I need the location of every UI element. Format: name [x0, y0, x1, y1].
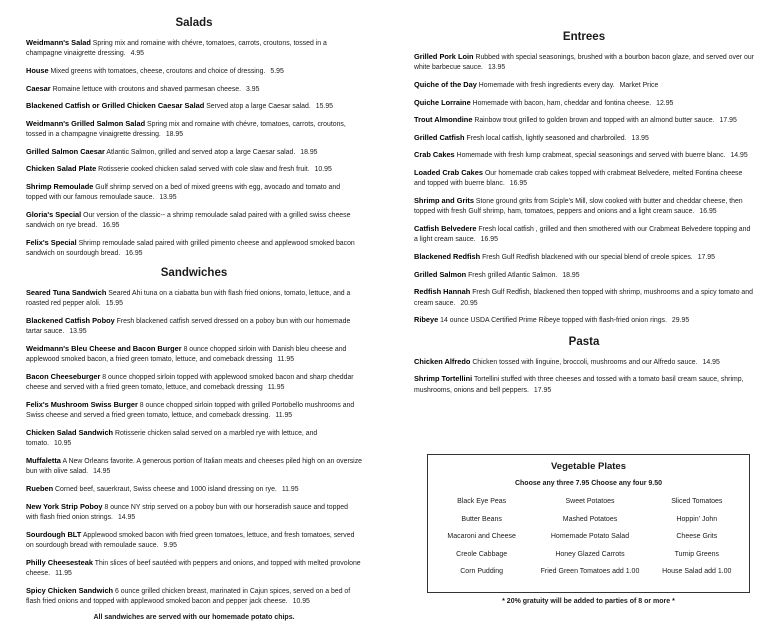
item-price: 20.95	[460, 299, 478, 307]
item-name: Blackened Catfish Poboy	[26, 315, 115, 325]
vegetable-option: Cheese Grits	[676, 533, 718, 540]
sandwich-menu-item	[26, 502, 362, 524]
vegetable-option: Black Eye Peas	[457, 498, 507, 505]
sandwich-menu-item	[26, 288, 362, 310]
item-name: Shrimp Remoulade	[26, 181, 94, 191]
vegetable-option: Hoppin' John	[676, 515, 718, 523]
item-description: Stone ground grits from Sciple's Mill, slow cooked with butter and cheddar cheese, then topped with fresh Gulf shrimp, ham, tomatoes, peppers and onions and a light cream sauce.	[414, 197, 743, 216]
item-name: Grilled Pork Loin	[414, 52, 474, 61]
salad-menu-item	[26, 147, 362, 158]
item-name: New York Strip Poboy	[26, 501, 103, 511]
sandwich-menu-item	[26, 530, 362, 552]
item-description: Fresh local catfish , grilled and then smothered with our Crabmeat Belvedere topping and a light cream sauce.	[414, 225, 751, 244]
item-price: 18.95	[165, 131, 184, 139]
item-price: 18.95	[300, 148, 318, 156]
item-price: 10.95	[314, 166, 332, 174]
item-price: 5.95	[270, 68, 284, 75]
item-description: 6 ounce grilled chicken breast, marinated in Cajun spices, served on a bed of flash fried onions and topped with applewood smoked bacon and pepper jack cheese.	[26, 587, 351, 605]
vegetable-row	[428, 498, 749, 516]
item-description: 8 ounce chopped sirloin topped with grilled Portobello mushrooms and Swiss cheese and served a fried green tomato, lettuce, and comeback dressing.	[26, 401, 355, 420]
vegetable-plates-pricing: Choose any three 7.95 Choose any four 9.50	[514, 480, 663, 487]
entrees-list	[414, 52, 754, 327]
vegetable-option: Creole Cabbage	[456, 550, 508, 558]
entrees-title: Entrees	[562, 31, 606, 43]
item-name: Spicy Chicken Sandwich	[26, 585, 114, 595]
sandwiches-footer: All sandwiches are served with our homemade potato chips.	[93, 613, 295, 621]
item-name: Shrimp and Grits	[414, 195, 474, 205]
item-price: 13.95	[487, 64, 506, 72]
item-description: Romaine lettuce with croutons and shaved parmesan cheese.	[52, 85, 242, 93]
sandwich-menu-item	[26, 400, 362, 422]
item-description: Applewood smoked bacon with fried green tomatoes, lettuce, and fresh tomatoes, served on sourdough bread with remoulade sauce.	[26, 531, 355, 549]
item-name: Catfish Belvedere	[414, 223, 477, 233]
item-name: Grilled Salmon	[414, 269, 467, 279]
sandwich-menu-item	[26, 558, 362, 580]
vegetable-option: Mashed Potatoes	[562, 515, 618, 523]
item-price: 11.95	[281, 485, 299, 493]
salad-menu-item	[26, 119, 362, 141]
item-price: 13.95	[69, 328, 87, 336]
item-price: 16.95	[480, 236, 498, 244]
item-description: Served atop a large Caesar salad.	[206, 103, 311, 111]
item-description: Seared Ahi tuna on a ciabatta bun with flash fried onions, tomato, lettuce, and a roasted red pepper aïoli.	[26, 289, 351, 308]
item-price: 15.95	[105, 300, 123, 308]
item-description: Rotisserie chicken salad served on a marbled rye with lettuce, and tomato.	[26, 429, 318, 448]
item-name: Grilled Salmon Caesar	[26, 146, 105, 156]
sandwich-menu-item	[26, 484, 362, 495]
right-column	[414, 0, 754, 402]
item-price: 11.95	[277, 356, 295, 364]
item-description: Shrimp remoulade salad paired with grilled pimento cheese and applewood smoked bacon sandwich on sourdough bread.	[26, 239, 355, 258]
item-name: House	[26, 66, 49, 75]
item-description: Mixed greens with tomatoes, cheese, croutons and choice of dressing.	[50, 68, 266, 75]
vegetable-row	[428, 568, 749, 586]
vegetable-option: Honey Glazed Carrots	[555, 550, 625, 558]
salad-menu-item	[26, 66, 362, 77]
entree-menu-item	[414, 270, 754, 281]
item-price: 14.95	[117, 513, 136, 521]
item-description: A New Orleans favorite. A generous portion of Italian meats and cheeses piled high on an oversize bun with olive salad.	[26, 457, 362, 476]
entree-menu-item	[414, 252, 754, 263]
pasta-menu-item	[414, 357, 754, 368]
item-description: Our version of the classic-- a shrimp remoulade salad paired with a grilled swiss cheese sandwich on rye bread.	[26, 211, 351, 230]
item-name: Sourdough BLT	[26, 529, 82, 539]
item-price: 16.95	[699, 208, 717, 216]
item-price: 11.95	[267, 384, 285, 392]
vegetable-option: Sweet Potatoes	[565, 498, 615, 505]
gratuity-note: * 20% gratuity will be added to parties of 8 or more *	[502, 598, 675, 605]
vegetable-plates-box	[427, 454, 750, 593]
item-name: Chicken Salad Plate	[26, 164, 97, 174]
entree-menu-item	[414, 115, 754, 126]
item-name: Chicken Alfredo	[414, 356, 471, 366]
item-price: 10.95	[292, 597, 310, 605]
item-price: 12.95	[656, 99, 674, 107]
entree-menu-item	[414, 98, 754, 109]
item-name: Ribeye	[414, 315, 439, 325]
item-description: Homemade with fresh ingredients every day.	[478, 82, 615, 89]
item-description: Fresh local catfish, lightly seasoned and charbroiled.	[466, 134, 627, 142]
item-description: Corned beef, sauerkraut, Swiss cheese and 1000 island dressing on rye.	[55, 485, 277, 493]
item-description: Fresh Gulf Redfish blackened with our special blend of creole spices.	[482, 253, 693, 261]
item-description: Rubbed with special seasonings, brushed with a bourbon bacon glaze, and served over our white barbecue sauce.	[414, 54, 754, 72]
vegetable-option: Sliced Tomatoes	[671, 498, 723, 505]
item-name: Felix's Mushroom Swiss Burger	[26, 399, 138, 409]
salads-list	[26, 38, 362, 260]
item-name: Blackened Redfish	[414, 251, 481, 261]
vegetable-plates-title: Vegetable Plates	[551, 461, 626, 472]
item-price: 29.95	[671, 317, 690, 325]
item-description: Fresh blackened catfish served dressed on a poboy bun with our homemade tartar sauce.	[26, 317, 351, 336]
vegetable-option: House Salad add 1.00	[662, 568, 732, 575]
item-price: 16.95	[509, 180, 528, 188]
item-description: Spring mix and romaine with chévre, tomatoes, carrots, croutons, tossed in a champagne vinaigrette dressing.	[26, 120, 346, 139]
item-price: 15.95	[315, 103, 334, 111]
item-name: Philly Cheesesteak	[26, 557, 93, 567]
item-price: 10.95	[53, 440, 72, 448]
item-price: 11.95	[55, 569, 72, 577]
item-price: 14.95	[93, 468, 111, 476]
item-price: 14.95	[730, 152, 748, 160]
entree-menu-item	[414, 224, 754, 246]
item-name: Weidmann's Salad	[26, 38, 91, 47]
item-name: Seared Tuna Sandwich	[26, 287, 107, 297]
item-name: Rueben	[26, 483, 54, 493]
entree-menu-item	[414, 168, 754, 190]
sandwich-menu-item	[26, 372, 362, 394]
sandwich-menu-item	[26, 316, 362, 338]
item-description: Fresh Gulf Redfish, blackened then topped with shrimp, mushrooms and a spicy tomato and cream sauce.	[414, 289, 753, 307]
vegetable-option: Turnip Greens	[674, 550, 720, 558]
vegetable-row	[428, 551, 749, 569]
sandwiches-list	[26, 288, 362, 607]
item-name: Quiche of the Day	[414, 80, 477, 89]
item-description: Thin slices of beef sautéed with peppers and onions, and topped with melted provolone cheese.	[26, 559, 361, 577]
salad-menu-item	[26, 38, 362, 60]
item-name: Loaded Crab Cakes	[414, 167, 484, 177]
item-price: 17.95	[719, 117, 737, 125]
item-price: 16.95	[102, 222, 120, 230]
sandwich-menu-item	[26, 456, 362, 478]
item-description: Chicken tossed with linguine, broccoli, mushrooms and our Alfredo sauce.	[472, 358, 698, 366]
entree-menu-item	[414, 196, 754, 218]
sandwich-menu-item	[26, 428, 362, 450]
vegetable-row	[428, 516, 749, 534]
left-column	[26, 0, 362, 621]
salad-menu-item	[26, 84, 362, 95]
item-description: 8 ounce chopped sirloin topped with applewood smoked bacon and sharp cheddar cheese and served with a fried green tomato, lettuce, and comeback dressing	[26, 373, 354, 392]
item-name: Trout Almondine	[414, 115, 473, 125]
pasta-list	[414, 357, 754, 396]
vegetable-option: Homemade Potato Salad	[550, 533, 630, 540]
item-description: Homemade with bacon, ham, cheddar and fontina cheese.	[472, 99, 652, 107]
item-name: Blackened Catfish or Grilled Chicken Caesar Salad	[26, 101, 205, 111]
sandwich-menu-item	[26, 586, 362, 608]
item-description: Homemade with fresh lump crabmeat, special seasonings and served with buerre blanc.	[456, 152, 726, 160]
entree-menu-item	[414, 315, 754, 326]
vegetable-grid	[428, 498, 749, 586]
item-description: Gulf shrimp served on a bed of mixed greens with egg, avocado and tomato and topped with our famous remoulade sauce.	[26, 183, 341, 202]
item-price: 13.95	[159, 194, 177, 202]
item-name: Bacon Cheeseburger	[26, 371, 101, 381]
item-price: 9.95	[163, 541, 177, 549]
item-price: 17.95	[533, 386, 552, 394]
vegetable-option: Corn Pudding	[460, 568, 504, 575]
item-name: Redfish Hannah	[414, 287, 471, 297]
item-description: 14 ounce USDA Certified Prime Ribeye topped with flash-fried onion rings.	[440, 317, 667, 325]
item-description: Atlantic Salmon, grilled and served atop a large Caesar salad.	[106, 148, 296, 156]
entree-menu-item	[414, 80, 754, 91]
item-description: 8 ounce chopped sirloin with Danish bleu cheese and applewood smoked bacon, a fried green tomato, lettuce, and comeback dressing	[26, 345, 347, 364]
entree-menu-item	[414, 52, 754, 74]
salad-menu-item	[26, 101, 362, 112]
item-price: 17.95	[697, 253, 715, 261]
item-name: Chicken Salad Sandwich	[26, 427, 114, 437]
salad-menu-item	[26, 164, 362, 175]
vegetable-option: Butter Beans	[461, 515, 502, 523]
pasta-menu-item	[414, 374, 754, 396]
item-price: 4.95	[130, 50, 145, 58]
item-price: 11.95	[275, 412, 293, 420]
item-description: 8 ounce NY strip served on a poboy bun with our horseradish sauce and topped with flash fried onion strings.	[26, 503, 348, 521]
salad-menu-item	[26, 238, 362, 260]
item-price: 18.95	[562, 271, 580, 279]
item-description: Our homemade crab cakes topped with crabmeat Belvedere, melted Fontina cheese and topped with buerre blanc.	[414, 169, 743, 188]
item-name: Quiche Lorraine	[414, 97, 471, 107]
item-name: Shrimp Tortellini	[414, 374, 473, 384]
item-name: Caesar	[26, 83, 51, 93]
sandwich-menu-item	[26, 344, 362, 366]
entree-menu-item	[414, 287, 754, 309]
item-description: Fresh grilled Atlantic Salmon.	[468, 271, 558, 279]
item-description: Rainbow trout grilled to golden brown and topped with an almond butter sauce.	[474, 117, 715, 125]
item-price: Market Price	[619, 82, 659, 89]
item-name: Gloria's Special	[26, 209, 82, 219]
salad-menu-item	[26, 182, 362, 204]
item-price: 13.95	[631, 134, 649, 142]
sandwiches-title: Sandwiches	[160, 266, 228, 279]
item-description: Tortellini stuffed with three cheeses and tossed with a tomato basil cream sauce, shrimp, mushrooms, onions and bell peppers.	[414, 376, 744, 394]
item-price: 3.95	[246, 85, 260, 93]
entree-menu-item	[414, 133, 754, 144]
item-name: Muffaletta	[26, 455, 61, 465]
item-name: Weidmann's Grilled Salmon Salad	[26, 118, 146, 128]
item-price: 14.95	[702, 358, 720, 366]
item-name: Felix's Special	[26, 237, 77, 247]
salads-title: Salads	[175, 17, 213, 29]
salad-menu-item	[26, 210, 362, 232]
vegetable-option: Fried Green Tomatoes add 1.00	[540, 568, 640, 575]
entree-menu-item	[414, 150, 754, 161]
item-description: Spring mix and romaine with chévre, tomatoes, carrots, croutons, tossed in a champagne vinaigrette dressing.	[26, 40, 327, 58]
item-name: Grilled Catfish	[414, 132, 465, 142]
vegetable-option: Macaroni and Cheese	[447, 533, 516, 540]
item-price: 16.95	[125, 250, 143, 258]
item-description: Rotisserie cooked chicken salad served with cole slaw and fresh fruit.	[98, 166, 310, 174]
item-name: Crab Cakes	[414, 150, 455, 160]
item-name: Weidmann's Bleu Cheese and Bacon Burger	[26, 343, 182, 353]
pasta-title: Pasta	[568, 335, 600, 348]
vegetable-row	[428, 533, 749, 551]
